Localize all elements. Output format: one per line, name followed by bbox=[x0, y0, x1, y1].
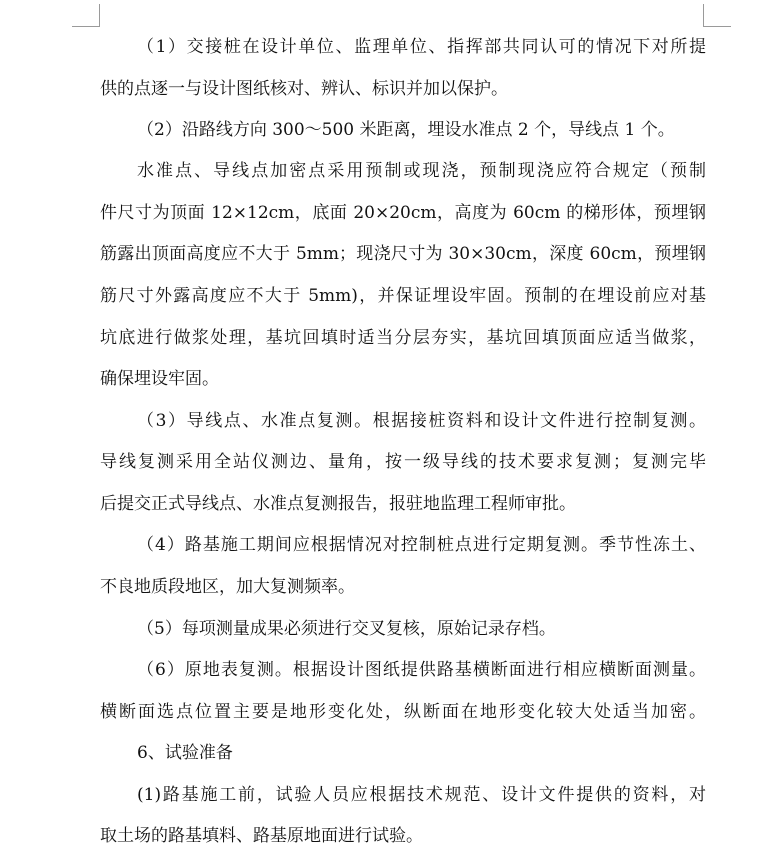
paragraph-line-7-2: 横断面选点位置主要是地形变化处，纵断面在地形变化较大处适当加密。 bbox=[100, 702, 706, 722]
paragraph-line-3-2: 件尺寸为顶面 12×12cm，底面 20×20cm，高度为 60cm 的梯形体，预埋钢 bbox=[100, 203, 706, 223]
paragraph-line-4-2: 导线复测采用全站仪测边、量角，按一级导线的技术要求复测；复测完毕 bbox=[100, 452, 706, 472]
paragraph-line-4-1: （3）导线点、水准点复测。根据接桩资料和设计文件进行控制复测。 bbox=[137, 411, 706, 431]
paragraph-line-6-1: （5）每项测量成果必须进行交叉复核，原始记录存档。 bbox=[137, 619, 556, 639]
paragraph-line-3-6: 确保埋设牢固。 bbox=[100, 369, 219, 389]
section-heading: 6、试验准备 bbox=[137, 743, 233, 763]
paragraph-line-7-1: （6）原地表复测。根据设计图纸提供路基横断面进行相应横断面测量。 bbox=[137, 660, 706, 680]
paragraph-line-3-4: 筋尺寸外露高度应不大于 5mm)，并保证埋设牢固。预制的在埋设前应对基 bbox=[100, 286, 706, 306]
paragraph-line-4-3: 后提交正式导线点、水准点复测报告，报驻地监理工程师审批。 bbox=[100, 494, 576, 514]
paragraph-line-1-2: 供的点逐一与设计图纸核对、辨认、标识并加以保护。 bbox=[100, 79, 508, 99]
paragraph-line-3-1: 水准点、导线点加密点采用预制或现浇，预制现浇应符合规定（预制 bbox=[137, 161, 706, 181]
paragraph-line-2-1: （2）沿路线方向 300～500 米距离，埋设水准点 2 个，导线点 1 个。 bbox=[137, 120, 675, 140]
paragraph-line-3-5: 坑底进行做浆处理，基坑回填时适当分层夯实，基坑回填顶面应适当做浆， bbox=[100, 328, 706, 348]
paragraph-line-5-1: （4）路基施工期间应根据情况对控制桩点进行定期复测。季节性冻土、 bbox=[137, 535, 706, 555]
paragraph-line-8-2: 取土场的路基填料、路基原地面进行试验。 bbox=[100, 826, 423, 846]
top-left-corner-mark bbox=[72, 4, 100, 27]
paragraph-line-8-1: (1)路基施工前，试验人员应根据技术规范、设计文件提供的资料，对 bbox=[137, 785, 706, 805]
paragraph-line-1-1: （1）交接桩在设计单位、监理单位、指挥部共同认可的情况下对所提 bbox=[137, 37, 706, 57]
paragraph-line-5-2: 不良地质段地区，加大复测频率。 bbox=[100, 577, 355, 597]
top-right-corner-mark bbox=[703, 4, 731, 27]
paragraph-line-3-3: 筋露出顶面高度应不大于 5mm；现浇尺寸为 30×30cm，深度 60cm，预埋钢 bbox=[100, 244, 706, 264]
